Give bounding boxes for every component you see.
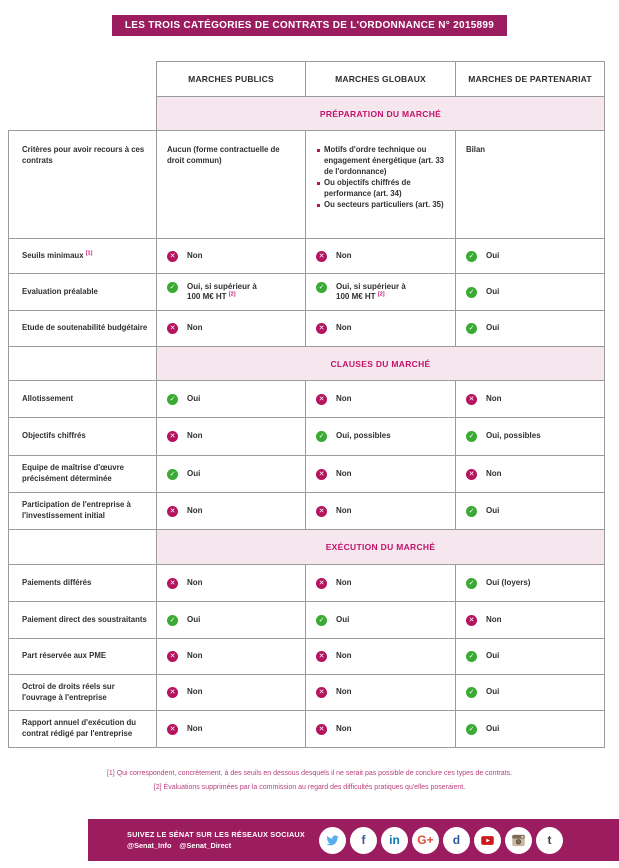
footer-text	[127, 830, 305, 850]
yes-icon: ✓	[167, 615, 178, 626]
cell	[456, 239, 605, 274]
cell	[306, 381, 456, 418]
cell	[456, 675, 605, 711]
row-label: Etude de soutenabilité budgétaire	[9, 311, 157, 347]
cell-value: Oui	[187, 468, 201, 478]
cell-value: Oui	[486, 687, 500, 696]
cell	[157, 565, 306, 602]
row-label: Critères pour avoir recours à ces contrats	[9, 131, 157, 239]
column-header-row	[9, 62, 605, 97]
footer-handles	[127, 841, 305, 850]
cell	[306, 456, 456, 493]
yes-icon: ✓	[167, 469, 178, 480]
cell-value: Non	[187, 687, 203, 696]
no-icon: ✕	[316, 251, 327, 262]
row-label: Paiements différés	[9, 565, 157, 602]
yes-icon: ✓	[167, 394, 178, 405]
yes-icon: ✓	[466, 578, 477, 589]
cell	[306, 493, 456, 530]
column-header-marches-publics: MARCHES PUBLICS	[157, 62, 306, 97]
cell	[456, 602, 605, 639]
yes-icon: ✓	[466, 651, 477, 662]
cell	[456, 311, 605, 347]
no-icon: ✕	[167, 251, 178, 262]
no-icon: ✕	[316, 578, 327, 589]
cell-value: Non	[336, 323, 352, 332]
cell	[456, 381, 605, 418]
cell	[157, 311, 306, 347]
no-icon: ✕	[167, 578, 178, 589]
cell	[456, 456, 605, 493]
footnote-ref: [2]	[377, 291, 385, 298]
no-icon: ✕	[167, 687, 178, 698]
row-label: Objectifs chiffrés	[9, 418, 157, 456]
cell-text: Aucun (forme contractuelle de droit commun)	[167, 145, 280, 165]
no-icon: ✕	[316, 724, 327, 735]
table-row-seuils	[9, 239, 605, 274]
no-icon: ✕	[316, 687, 327, 698]
cell-value: Non	[486, 468, 502, 478]
cell	[306, 639, 456, 675]
row-label: Paiement direct des soustraitants	[9, 602, 157, 639]
yes-icon: ✓	[466, 506, 477, 517]
bullet-item: Motifs d'ordre technique ou engagement énergétique (art. 33 de l'ordonnance)	[316, 145, 451, 178]
yes-icon: ✓	[316, 615, 327, 626]
cell	[157, 418, 306, 456]
cell	[157, 131, 306, 239]
cell	[157, 381, 306, 418]
row-label: Seuils minimaux [1]	[9, 239, 157, 274]
cell	[157, 675, 306, 711]
no-icon: ✕	[466, 469, 477, 480]
table-row-rapport	[9, 711, 605, 748]
page-title: LES TROIS CATÉGORIES DE CONTRATS DE L'ORDONNANCE N° 2015899	[112, 15, 507, 36]
cell-value: Oui	[486, 651, 500, 660]
section-row-clauses	[9, 347, 605, 381]
table-row-etude	[9, 311, 605, 347]
no-icon: ✕	[466, 615, 477, 626]
section-row-execution	[9, 530, 605, 565]
comparison-table	[8, 61, 605, 748]
cell-value: Non	[336, 577, 352, 587]
cell	[306, 131, 456, 239]
cell	[306, 274, 456, 311]
bullet-list	[316, 145, 451, 210]
footnote-1: [1] Qui correspondent, concrètement, à des seuils en dessous desquels il ne serait pas possible de conclure ces types de contrats.	[106, 770, 513, 777]
no-icon: ✕	[316, 394, 327, 405]
table-row-criteres	[9, 131, 605, 239]
dailymotion-icon[interactable]: d	[443, 827, 470, 854]
no-icon: ✕	[167, 431, 178, 442]
cell	[306, 565, 456, 602]
cell-value: Oui	[187, 393, 201, 403]
facebook-icon[interactable]: f	[350, 827, 377, 854]
table-row-objectifs	[9, 418, 605, 456]
no-icon: ✕	[167, 506, 178, 517]
handle-senat-info: @Senat_Info	[127, 841, 172, 850]
instagram-icon[interactable]	[505, 827, 532, 854]
cell	[456, 274, 605, 311]
yes-icon: ✓	[316, 431, 327, 442]
cell-value: Non	[187, 323, 203, 332]
cell-value: Oui	[336, 614, 350, 624]
yes-icon: ✓	[466, 724, 477, 735]
cell	[157, 493, 306, 530]
cell-value: Oui, si supérieur à 100 M€ HT [2]	[336, 281, 406, 301]
row-label: Evaluation préalable	[9, 274, 157, 311]
yes-icon: ✓	[167, 282, 178, 293]
section-title-clauses: CLAUSES DU MARCHÉ	[157, 347, 605, 381]
row-label: Octroi de droits réels sur l'ouvrage à l'entreprise	[9, 675, 157, 711]
cell-value: Non	[336, 468, 352, 478]
cell-value: Non	[336, 723, 352, 733]
table-row-octroi	[9, 675, 605, 711]
cell-text: Bilan	[466, 145, 486, 154]
row-label: Part réservée aux PME	[9, 639, 157, 675]
cell-value: Oui	[486, 505, 500, 515]
footnote-2: [2] Évaluations supprimées par la commission au regard des difficultés pratiques qu'elles poseraient.	[153, 784, 466, 791]
cell-value: Non	[486, 614, 502, 624]
bullet-item: Ou objectifs chiffrés de performance (art. 34)	[316, 178, 451, 200]
cell	[456, 493, 605, 530]
cell-value: Oui, si supérieur à 100 M€ HT [2]	[187, 281, 257, 301]
cell-value: Non	[187, 505, 203, 515]
cell	[456, 639, 605, 675]
cell	[157, 239, 306, 274]
cell-value: Oui	[486, 723, 500, 733]
table-row-paiement-direct	[9, 602, 605, 639]
cell-value: Oui	[187, 614, 201, 624]
header	[0, 0, 619, 36]
linkedin-icon[interactable]: in	[381, 827, 408, 854]
cell-value: Non	[187, 431, 203, 440]
no-icon: ✕	[167, 323, 178, 334]
cell	[157, 711, 306, 748]
cell	[306, 711, 456, 748]
yes-icon: ✓	[466, 251, 477, 262]
cell	[456, 711, 605, 748]
yes-icon: ✓	[316, 282, 327, 293]
cell	[306, 311, 456, 347]
cell-value: Non	[187, 250, 203, 260]
cell	[306, 675, 456, 711]
cell	[456, 131, 605, 239]
empty-cell	[9, 97, 157, 131]
row-label: Participation de l'entreprise à l'investissement initial	[9, 493, 157, 530]
section-title-preparation: PRÉPARATION DU MARCHÉ	[157, 97, 605, 131]
column-header-marches-de-partenariat: MARCHES DE PARTENARIAT	[456, 62, 605, 97]
cell-value: Non	[336, 393, 352, 403]
cell-value: Oui (loyers)	[486, 577, 531, 587]
row-label: Equipe de maîtrise d'œuvre précisément déterminée	[9, 456, 157, 493]
cell-value: Non	[187, 577, 203, 587]
section-row-preparation	[9, 97, 605, 131]
cell-value: Oui, possibles	[336, 431, 391, 440]
empty-cell	[9, 347, 157, 381]
footnote-ref: [1]	[85, 250, 93, 257]
no-icon: ✕	[167, 651, 178, 662]
cell-value: Non	[336, 250, 352, 260]
footer-follow-label: SUIVEZ LE SÉNAT SUR LES RÉSEAUX SOCIAUX	[127, 830, 305, 839]
google-plus-icon[interactable]: G+	[412, 827, 439, 854]
no-icon: ✕	[466, 394, 477, 405]
cell-value: Oui	[486, 323, 500, 332]
table-row-participation	[9, 493, 605, 530]
yes-icon: ✓	[466, 687, 477, 698]
empty-cell	[9, 530, 157, 565]
cell-value: Non	[336, 651, 352, 660]
yes-icon: ✓	[466, 431, 477, 442]
table-row-equipe	[9, 456, 605, 493]
no-icon: ✕	[316, 469, 327, 480]
cell	[306, 239, 456, 274]
cell	[157, 602, 306, 639]
cell-value: Non	[187, 723, 203, 733]
cell	[456, 565, 605, 602]
row-label: Allotissement	[9, 381, 157, 418]
cell	[306, 418, 456, 456]
section-title-execution: EXÉCUTION DU MARCHÉ	[157, 530, 605, 565]
twitter-icon[interactable]	[319, 827, 346, 854]
cell-value: Oui	[486, 250, 500, 260]
table-row-allotissement	[9, 381, 605, 418]
footnotes	[0, 767, 619, 795]
row-label: Rapport annuel d'exécution du contrat rédigé par l'entreprise	[9, 711, 157, 748]
empty-corner-cell	[9, 62, 157, 97]
cell	[456, 418, 605, 456]
cell	[157, 456, 306, 493]
cell-value: Non	[187, 651, 203, 660]
yes-icon: ✓	[466, 323, 477, 334]
no-icon: ✕	[316, 323, 327, 334]
handle-senat-direct: @Senat_Direct	[179, 841, 232, 850]
footer-banner	[88, 819, 619, 861]
cell-value: Non	[486, 393, 502, 403]
cell-value: Non	[336, 505, 352, 515]
no-icon: ✕	[316, 651, 327, 662]
cell	[157, 639, 306, 675]
column-header-marches-globaux: MARCHES GLOBAUX	[306, 62, 456, 97]
footnote-ref: [2]	[228, 291, 236, 298]
no-icon: ✕	[316, 506, 327, 517]
table-row-paiements-differes	[9, 565, 605, 602]
youtube-icon[interactable]	[474, 827, 501, 854]
social-icons	[319, 827, 567, 854]
tumblr-icon[interactable]: t	[536, 827, 563, 854]
cell-value: Oui, possibles	[486, 431, 541, 440]
table-row-pme	[9, 639, 605, 675]
yes-icon: ✓	[466, 287, 477, 298]
cell	[306, 602, 456, 639]
cell-value: Non	[336, 687, 352, 696]
cell-value: Oui	[486, 286, 500, 296]
bullet-item: Ou secteurs particuliers (art. 35)	[316, 200, 451, 211]
table-row-evaluation	[9, 274, 605, 311]
no-icon: ✕	[167, 724, 178, 735]
cell	[157, 274, 306, 311]
